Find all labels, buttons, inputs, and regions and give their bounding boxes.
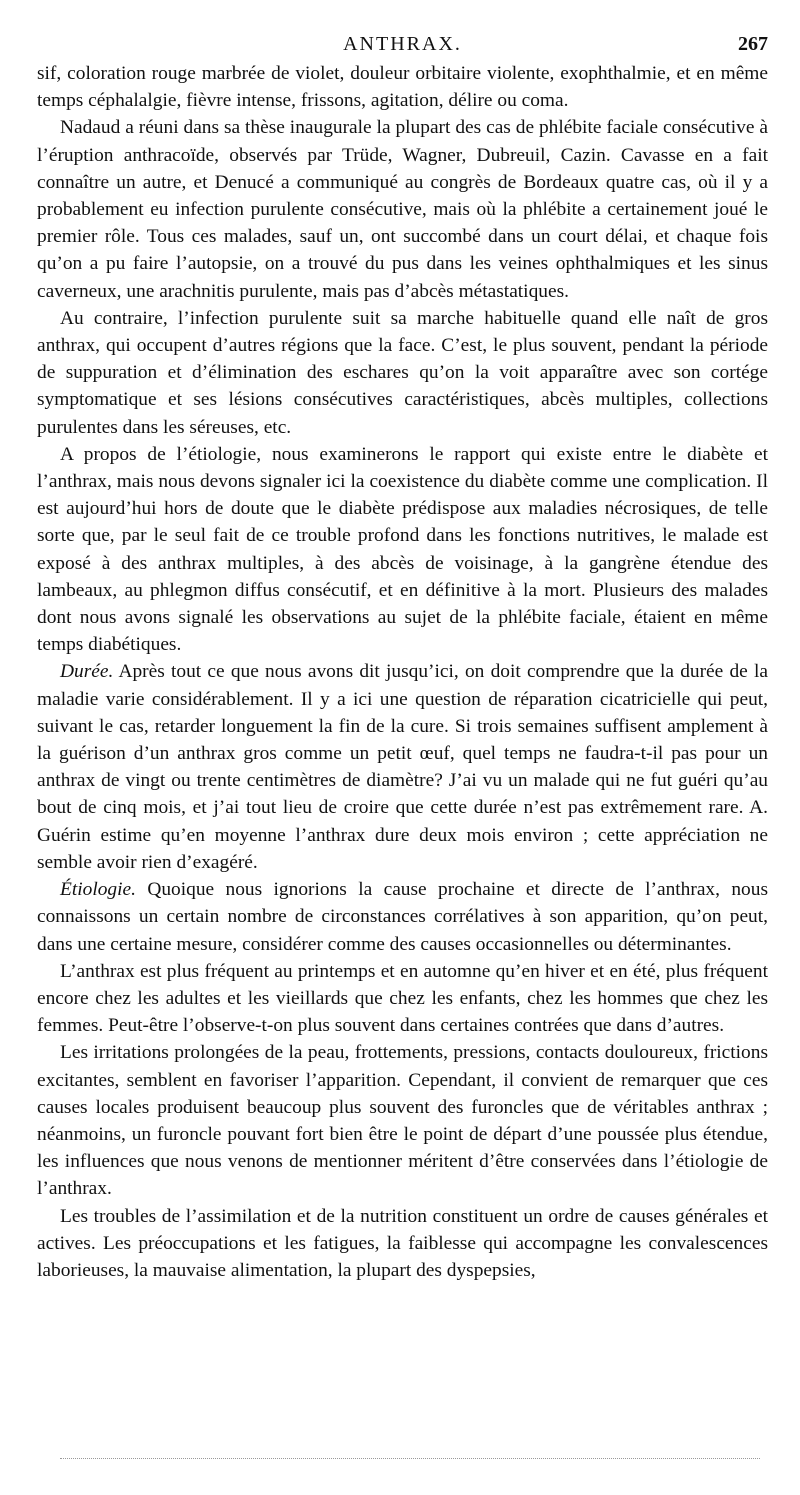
section-heading-duree: Durée.	[60, 661, 114, 683]
paragraph	[37, 60, 768, 114]
paragraph-text: Au contraire, l’infection purulente suit sa marche habituelle quand elle naît de gros anthrax, qui occupent d’autres régions que la face. C’est, le plus souvent, pendant la période de suppuration et d’élimination des eschares qu’on la voit apparaître avec son cortége symptomatique et ses lésions consécutives caractéristiques, abcès multiples, collections purulentes dans les séreuses, etc.	[37, 307, 768, 438]
paragraph-text: A propos de l’étiologie, nous examinerons le rapport qui existe entre le diabète et l’anthrax, mais nous devons signaler ici la coexistence du diabète comme une complication. Il est aujourd’hui hors de doute que le diabète prédispose aux maladies nécrosiques, de telle sorte que, par le seul fait de ce trouble profond dans les fonctions nutritives, le malade est exposé à des anthrax multiples, à des abcès de voisinage, à la gangrène étendue des lambeaux, au phlegmon diffus consécutif, et en définitive à la mort. Plusieurs des malades dont nous avons signalé les observations au sujet de la phlébite faciale, étaient en même temps diabétiques.	[37, 443, 768, 656]
body-text	[37, 60, 768, 1284]
running-title: ANTHRAX.	[343, 33, 462, 55]
paragraph-text: L’anthrax est plus fréquent au printemps et en automne qu’en hiver et en été, plus fréquent encore chez les adultes et les vieillards que chez les enfants, chez les hommes que chez les femmes. Peut-être l’observe-t-on plus souvent dans certaines contrées que dans d’autres.	[37, 960, 768, 1037]
footer-faint-rule	[60, 1458, 760, 1459]
page-header	[37, 30, 768, 58]
paragraph-text: sif, coloration rouge marbrée de violet, douleur orbitaire violente, exophthalmie, et en même temps céphalalgie, fièvre intense, frissons, agitation, délire ou coma.	[37, 63, 768, 112]
paragraph-text: Les troubles de l’assimilation et de la nutrition constituent un ordre de causes générales et actives. Les préoccupations et les fatigues, la faiblesse qui accompagne les convalescences laborieuses, la mauvaise alimentation, la plupart des dyspepsies,	[37, 1205, 768, 1281]
paragraph	[37, 658, 768, 876]
paragraph	[37, 305, 768, 441]
page-number: 267	[738, 33, 768, 55]
paragraph	[37, 114, 768, 304]
book-page	[37, 30, 768, 1284]
paragraph-text: Nadaud a réuni dans sa thèse inaugurale la plupart des cas de phlébite faciale consécutive à l’éruption anthracoïde, observés par Trüde, Wagner, Dubreuil, Cazin. Cavasse en a fait connaître un autre, et Denucé a communiqué au congrès de Bordeaux quatre cas, où il y a probablement eu infection purulente consécutive, mais où la phlébite a certainement joué le premier rôle. Tous ces malades, sauf un, ont succombé dans un court délai, et chaque fois qu’on a pu faire l’autopsie, on a trouvé du pus dans les veines ophthalmiques et les sinus caverneux, une arachnitis purulente, mais pas d’abcès métastatiques.	[37, 117, 768, 302]
paragraph-text: Quoique nous ignorions la cause prochaine et directe de l’anthrax, nous connaissons un certain nombre de circonstances corrélatives à son apparition, qu’on peut, dans une certaine mesure, considérer comme des causes occasionnelles ou déterminantes.	[37, 879, 768, 955]
paragraph	[37, 441, 768, 659]
paragraph-text: Après tout ce que nous avons dit jusqu’ici, on doit comprendre que la durée de la maladie varie considérablement. Il y a ici une question de réparation cicatricielle qui peut, suivant le cas, retarder longuement la fin de la cure. Si trois semaines suffisent amplement à la guérison d’un anthrax gros comme un petit œuf, quel temps ne faudra-t-il pas pour un anthrax de vingt ou trente centimètres de diamètre? J’ai vu un malade qui ne fut guéri qu’au bout de cinq mois, et j’ai tout lieu de croire que cette durée n’est pas extrêmement rare. A. Guérin estime qu’en moyenne l’anthrax dure deux mois environ ; cette appréciation ne semble avoir rien d’exagéré.	[37, 661, 768, 873]
paragraph	[37, 1203, 768, 1285]
paragraph-text: Les irritations prolongées de la peau, frottements, pressions, contacts douloureux, frictions excitantes, semblent en favoriser l’apparition. Cependant, il convient de remarquer que ces causes locales produisent beaucoup plus souvent des furoncles que de véritables anthrax ; néanmoins, un furoncle pouvant fort bien être le point de départ d’une poussée plus étendue, les influences que nous venons de mentionner méritent d’être conservées dans l’étiologie de l’anthrax.	[37, 1042, 768, 1200]
paragraph	[37, 958, 768, 1040]
section-heading-etiologie: Étiologie.	[60, 879, 136, 901]
paragraph	[37, 876, 768, 958]
paragraph	[37, 1039, 768, 1202]
